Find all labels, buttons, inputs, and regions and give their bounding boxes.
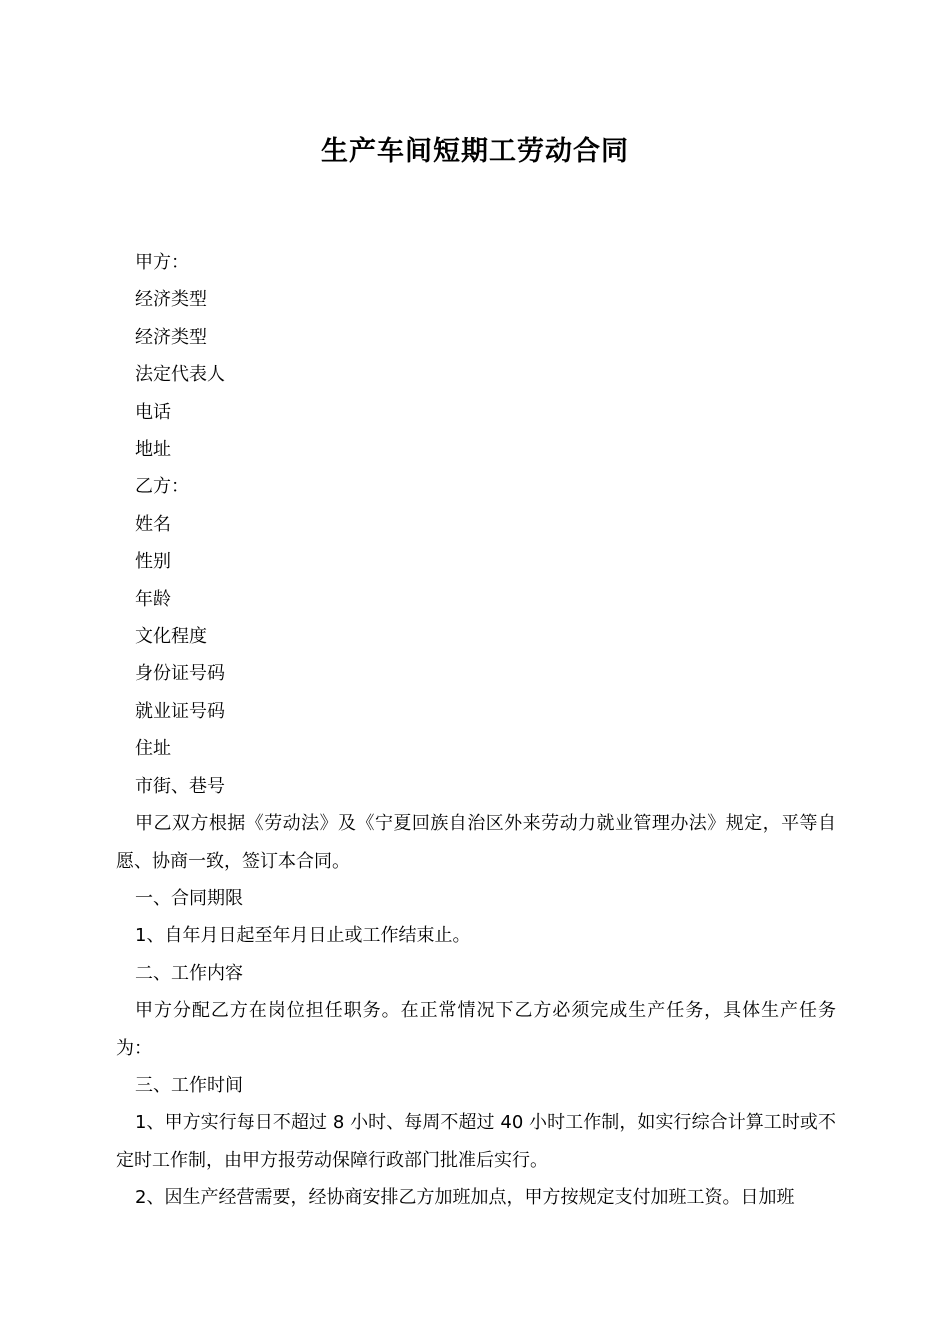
field-legal-representative: 法定代表人 [135, 364, 225, 386]
field-id-number: 身份证号码 [135, 663, 225, 685]
field-street: 市街、巷号 [135, 775, 225, 797]
field-employment-cert: 就业证号码 [135, 700, 225, 722]
document-title: 生产车间短期工劳动合同 [321, 136, 629, 167]
section-item: 1、甲方实行每日不超过 8 小时、每周不超过 40 小时工作制，如实行综合计算工时或不定时工作制，由甲方报劳动保障行政部门批准后实行。 [116, 1112, 836, 1171]
field-age: 年龄 [135, 588, 171, 610]
field-party-b: 乙方： [135, 476, 189, 498]
section-item: 1、自年月日起至年月日止或工作结束止。 [135, 925, 471, 947]
field-residence: 住址 [135, 738, 171, 760]
field-phone: 电话 [135, 401, 171, 423]
section-item: 2、因生产经营需要，经协商安排乙方加班加点，甲方按规定支付加班工资。日加班 [135, 1187, 795, 1209]
section-heading: 三、工作时间 [135, 1074, 243, 1096]
section-heading: 二、工作内容 [135, 962, 243, 984]
field-party-a: 甲方： [135, 252, 189, 273]
section-heading: 一、合同期限 [135, 887, 243, 909]
field-address: 地址 [135, 439, 171, 461]
field-economic-type: 经济类型 [135, 289, 207, 311]
field-education: 文化程度 [135, 626, 207, 648]
document-body [116, 244, 836, 1217]
field-gender: 性别 [135, 551, 171, 573]
field-economic-type: 经济类型 [135, 326, 207, 348]
section-paragraph: 甲方分配乙方在岗位担任职务。在正常情况下乙方必须完成生产任务，具体生产任务为： [116, 1000, 836, 1059]
field-name: 姓名 [135, 513, 171, 535]
intro-paragraph: 甲乙双方根据《劳动法》及《宁夏回族自治区外来劳动力就业管理办法》规定，平等自愿、协商一致，签订本合同。 [116, 813, 836, 872]
